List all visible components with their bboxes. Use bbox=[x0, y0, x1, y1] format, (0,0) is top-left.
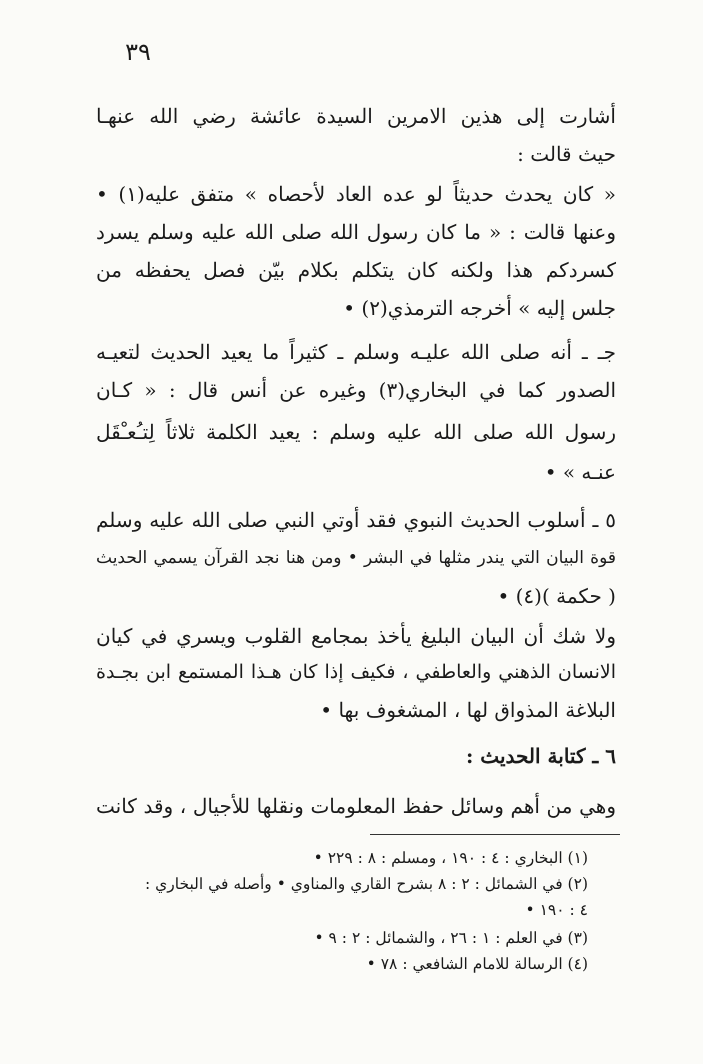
body-line: البلاغة المذواق لها ، المشغوف بها • bbox=[320, 698, 616, 722]
body-line: ولا شك أن البيان البليغ يأخذ بمجامع القلوب ويسري في كيان bbox=[96, 624, 616, 648]
body-line: « كان يحدث حديثاً لو عده العاد لأحصاه » متفق عليه(١) • bbox=[96, 182, 616, 206]
body-line: وعنها قالت : « ما كان رسول الله صلى الله عليه وسلم يسرد bbox=[96, 220, 616, 244]
body-line: الانسان الذهني والعاطفي ، فكيف إذا كان هـذا المستمع ابن بجـدة bbox=[96, 661, 616, 683]
body-line: حيث قالت : bbox=[517, 142, 616, 166]
body-line: عنـه » • bbox=[544, 460, 616, 484]
body-line: الصدور كما في البخاري(٣) وغيره عن أنس قال : « كـان bbox=[96, 378, 617, 402]
footnote: (٣) في العلم : ١ : ٢٦ ، والشمائل : ٢ : ٩ • bbox=[314, 929, 588, 947]
body-line: أشارت إلى هذين الامرين السيدة عائشة رضي الله عنهـا bbox=[96, 104, 616, 128]
body-line: ( حكمة )(٤) • bbox=[497, 584, 616, 608]
body-line: ٥ ـ أسلوب الحديث النبوي فقد أوتي النبي صلى الله عليه وسلم bbox=[96, 508, 616, 532]
footnote: (١) البخاري : ٤ : ١٩٠ ، ومسلم : ٨ : ٢٢٩ • bbox=[313, 849, 588, 867]
footnote-divider bbox=[370, 834, 620, 835]
body-line: جلس إليه » أخرجه الترمذي(٢) • bbox=[343, 296, 616, 320]
section-heading: ٦ ـ كتابة الحديث : bbox=[465, 744, 616, 768]
body-line: وهي من أهم وسائل حفظ المعلومات ونقلها للأجيال ، وقد كانت bbox=[96, 794, 616, 818]
page-number: ٣٩ bbox=[125, 38, 151, 66]
body-line: رسول الله صلى الله عليه وسلم : يعيد الكلمة ثلاثاً لِتـُعـْقَل bbox=[96, 420, 616, 444]
footnote: ٤ : ١٩٠ • bbox=[525, 901, 588, 919]
footnote: (٤) الرسالة للامام الشافعي : ٧٨ • bbox=[366, 955, 588, 973]
footnote: (٢) في الشمائل : ٢ : ٨ بشرح القاري والمناوي • وأصله في البخاري : bbox=[145, 875, 588, 893]
body-line: كسردكم هذا ولكنه كان يتكلم بكلام بيّن فصل يحفظه من bbox=[96, 258, 616, 282]
body-line: قوة البيان التي يندر مثلها في البشر • ومن هنا نجد القرآن يسمي الحديث bbox=[96, 548, 616, 568]
body-line: جـ ـ أنه صلى الله عليـه وسلم ـ كثيراً ما يعيد الحديث لتعيـه bbox=[96, 340, 616, 364]
